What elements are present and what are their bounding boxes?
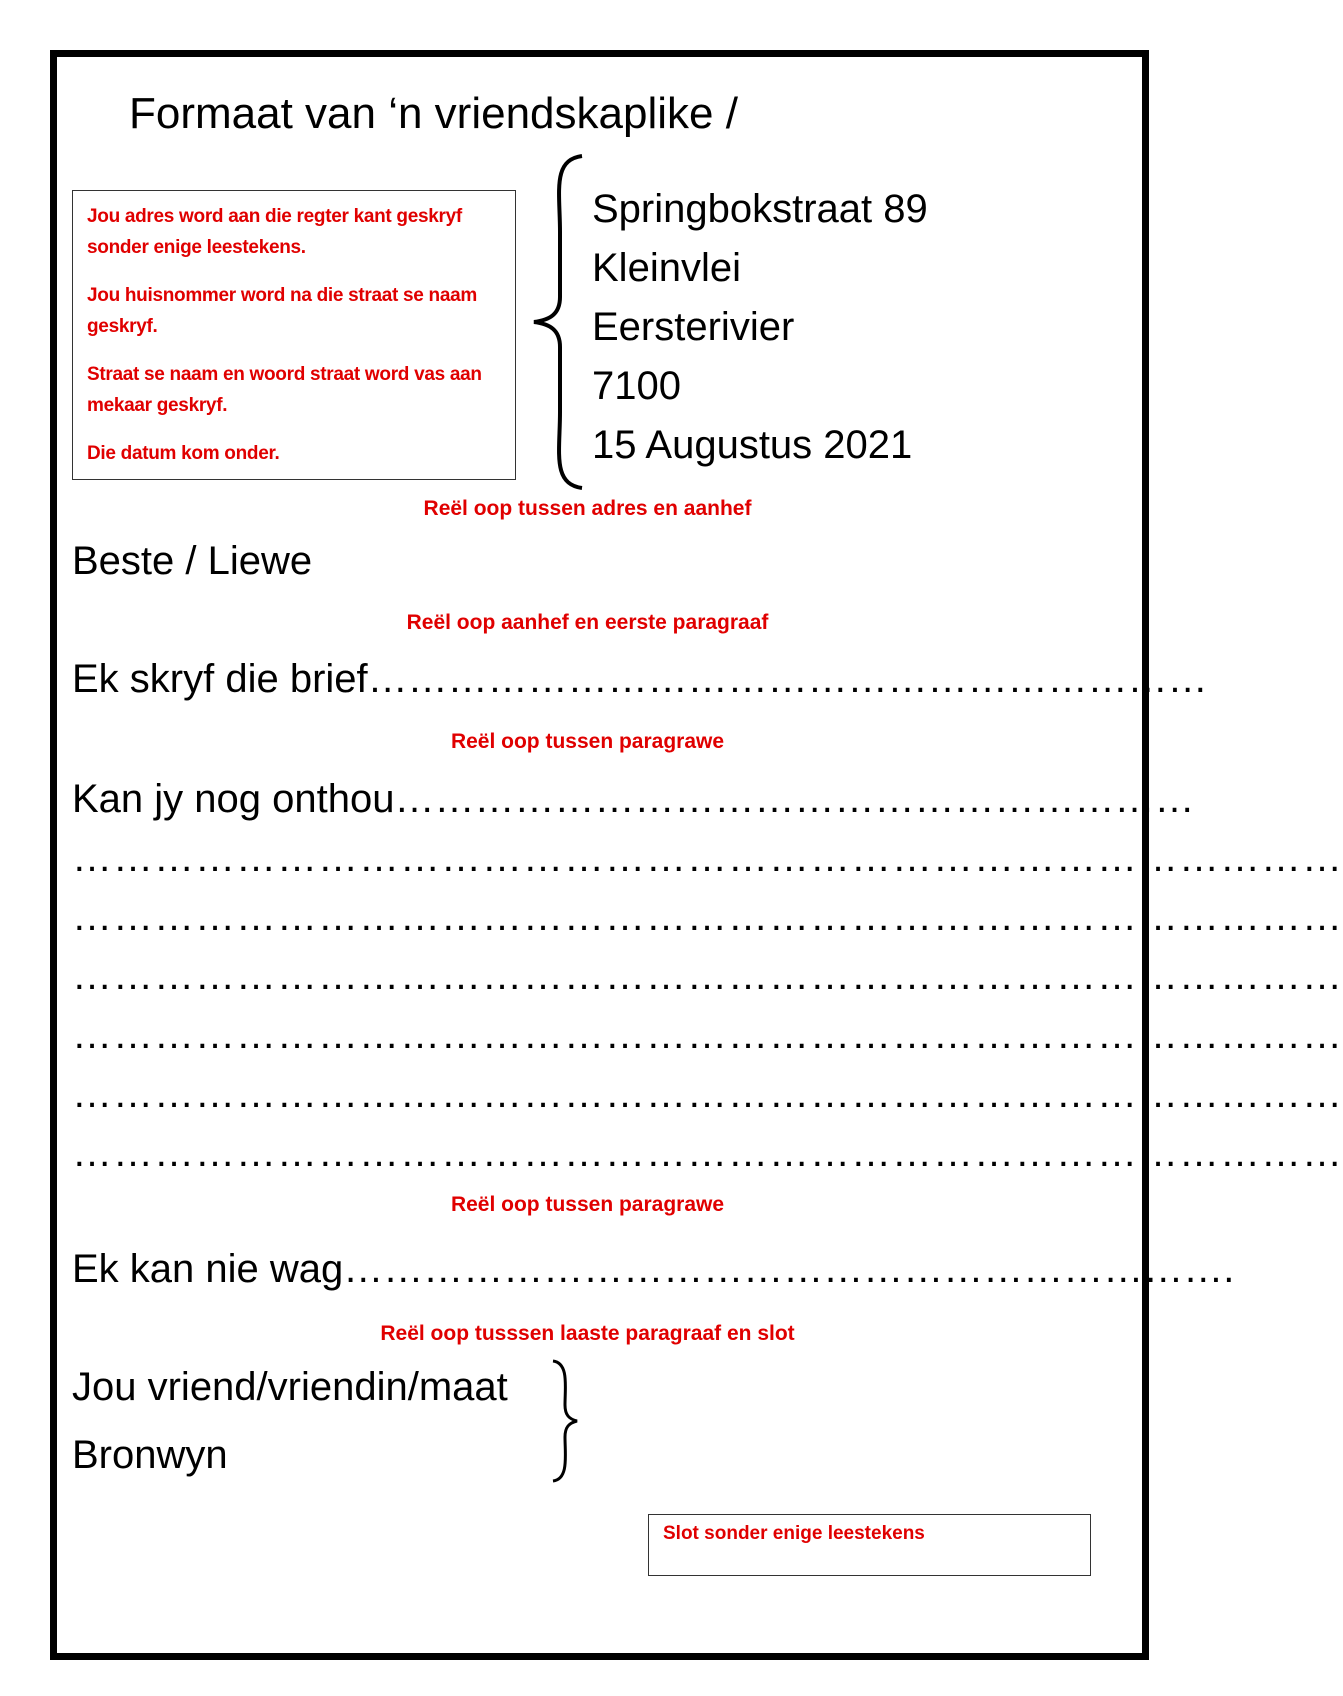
closing-note-box (648, 1514, 1091, 1576)
tip-item: Jou huisnommer word na die straat se naam geskryf. (87, 285, 477, 337)
paragraph-1: Ek skryf die brief……………………………………………………… (72, 657, 1208, 701)
dotted-line: ………………………………………………………………………………… (72, 1131, 1343, 1175)
address-street: Springbokstraat 89 (592, 187, 928, 231)
address-brace-icon (490, 152, 595, 492)
note-between-paragraphs: Reël oop tussen paragrawe (450, 730, 725, 753)
dotted-line: ………………………………………………………………………………… (72, 1013, 1343, 1057)
closing-line: Jou vriend/vriendin/maat (72, 1365, 508, 1409)
paragraph-2: Kan jy nog onthou…………………………………………………… (72, 777, 1195, 821)
tip-item: Straat se naam en woord straat word vas aan mekaar geskryf. (87, 364, 482, 416)
page-title: Formaat van ‘n vriendskaplike / (129, 89, 738, 138)
closing-note: Slot sonder enige leestekens (663, 1523, 925, 1544)
dotted-line: ………………………………………………………………………………… (72, 954, 1343, 998)
paragraph-3: Ek kan nie wag…………………………………………………………. (72, 1247, 1235, 1291)
dotted-line: ………………………………………………………………………………… (72, 1072, 1343, 1116)
address-town: Eersterivier (592, 305, 795, 349)
address-suburb: Kleinvlei (592, 246, 741, 290)
dotted-line: ………………………………………………………………………………… (72, 836, 1343, 880)
note-address-greeting: Reël oop tussen adres en aanhef (423, 497, 752, 520)
address-code: 7100 (592, 364, 681, 408)
closing-name: Bronwyn (72, 1433, 228, 1477)
closing-brace-icon (547, 1357, 587, 1485)
tip-item: Jou adres word aan die regter kant geskryf sonder enige leestekens. (87, 206, 462, 258)
address-tips-box (72, 190, 516, 480)
greeting: Beste / Liewe (72, 539, 313, 583)
address-date: 15 Augustus 2021 (592, 423, 913, 467)
tip-item: Die datum kom onder. (87, 443, 280, 464)
note-greeting-paragraph: Reël oop aanhef en eerste paragraaf (406, 611, 769, 634)
dotted-line: ………………………………………………………………………………… (72, 895, 1343, 939)
note-between-paragraphs: Reël oop tussen paragrawe (450, 1193, 725, 1216)
note-last-paragraph-closing: Reël oop tusssen laaste paragraaf en slot (380, 1322, 795, 1345)
letter-frame (50, 50, 1343, 1660)
